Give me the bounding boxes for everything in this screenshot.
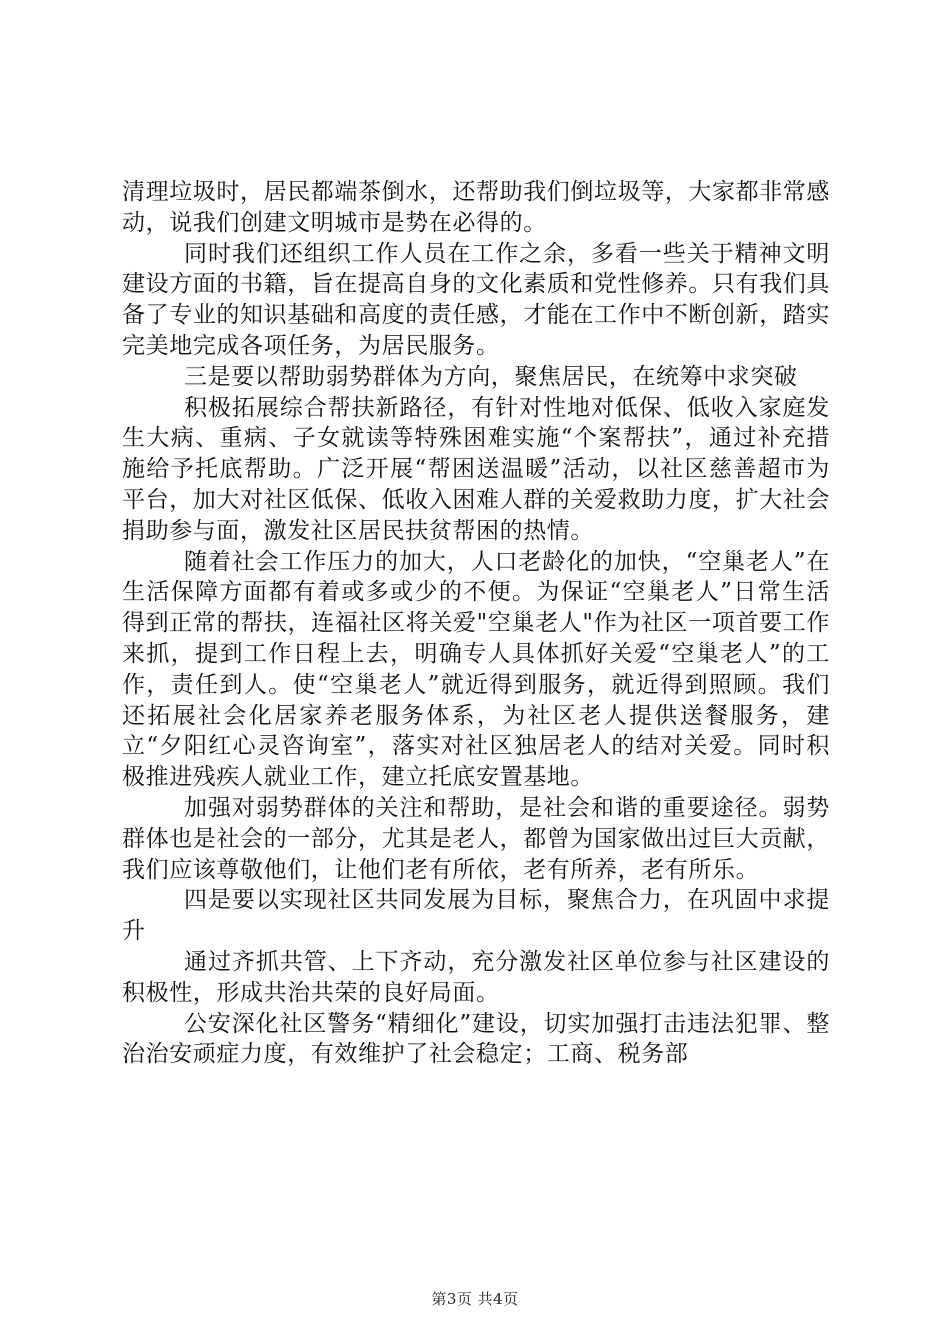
paragraph: 随着社会工作压力的加大，人口老龄化的加快，“空巢老人”在生活保障方面都有着或多或少的不便。为保证“空巢老人”日常生活得到正常的帮扶，连福社区将关爱"空巢老人"作为社区一项首要工作来抓，提到工作日程上去，明确专人具体抓好关爱“空巢老人”的工作，责任到人。使“空巢老人”就近得到服务，就近得到照顾。我们还拓展社会化居家养老服务体系，为社区老人提供送餐服务，建立“夕阳红心灵咨询室”，落实对社区独居老人的结对关爱。同时积极推进残疾人就业工作，建立托底安置基地。 — [122, 548, 830, 791]
section-heading: 三是要以帮助弱势群体为方向，聚焦居民，在统筹中求突破 — [184, 363, 798, 390]
paragraph: 通过齐抓共管、上下齐动，充分激发社区单位参与社区建设的积极性，形成共治共荣的良好局面。 — [122, 948, 830, 1006]
page-number-footer: 第3页 共4页 — [431, 1290, 519, 1308]
section-heading: 四是要以实现社区共同发展为目标，聚焦合力，在巩固中求提升 — [122, 887, 830, 945]
paragraph: 公安深化社区警务“精细化”建设，切实加强打击违法犯罪、整治治安顽症力度，有效维护了社会稳定；工商、税务部 — [122, 1010, 830, 1068]
paragraph: 加强对弱势群体的关注和帮助，是社会和谐的重要途径。弱势群体也是社会的一部分，尤其是老人，都曾为国家做出过巨大贡献，我们应该尊敬他们，让他们老有所依，老有所养，老有所乐。 — [122, 794, 830, 883]
document-body — [122, 177, 830, 1070]
paragraph: 清理垃圾时，居民都端茶倒水，还帮助我们倒垃圾等，大家都非常感动，说我们创建文明城市是势在必得的。 — [122, 179, 830, 236]
paragraph: 同时我们还组织工作人员在工作之余，多看一些关于精神文明建设方面的书籍，旨在提高自身的文化素质和党性修养。只有我们具备了专业的知识基础和高度的责任感，才能在工作中不断创新，踏实完美地完成各项任务，为居民服务。 — [122, 240, 830, 359]
paragraph: 积极拓展综合帮扶新路径，有针对性地对低保、低收入家庭发生大病、重病、子女就读等特殊困难实施“个案帮扶”，通过补充措施给予托底帮助。广泛开展“帮困送温暖”活动，以社区慈善超市为平台，加大对社区低保、低收入困难人群的关爱救助力度，扩大社会捐助参与面，激发社区居民扶贫帮困的热情。 — [122, 394, 830, 544]
